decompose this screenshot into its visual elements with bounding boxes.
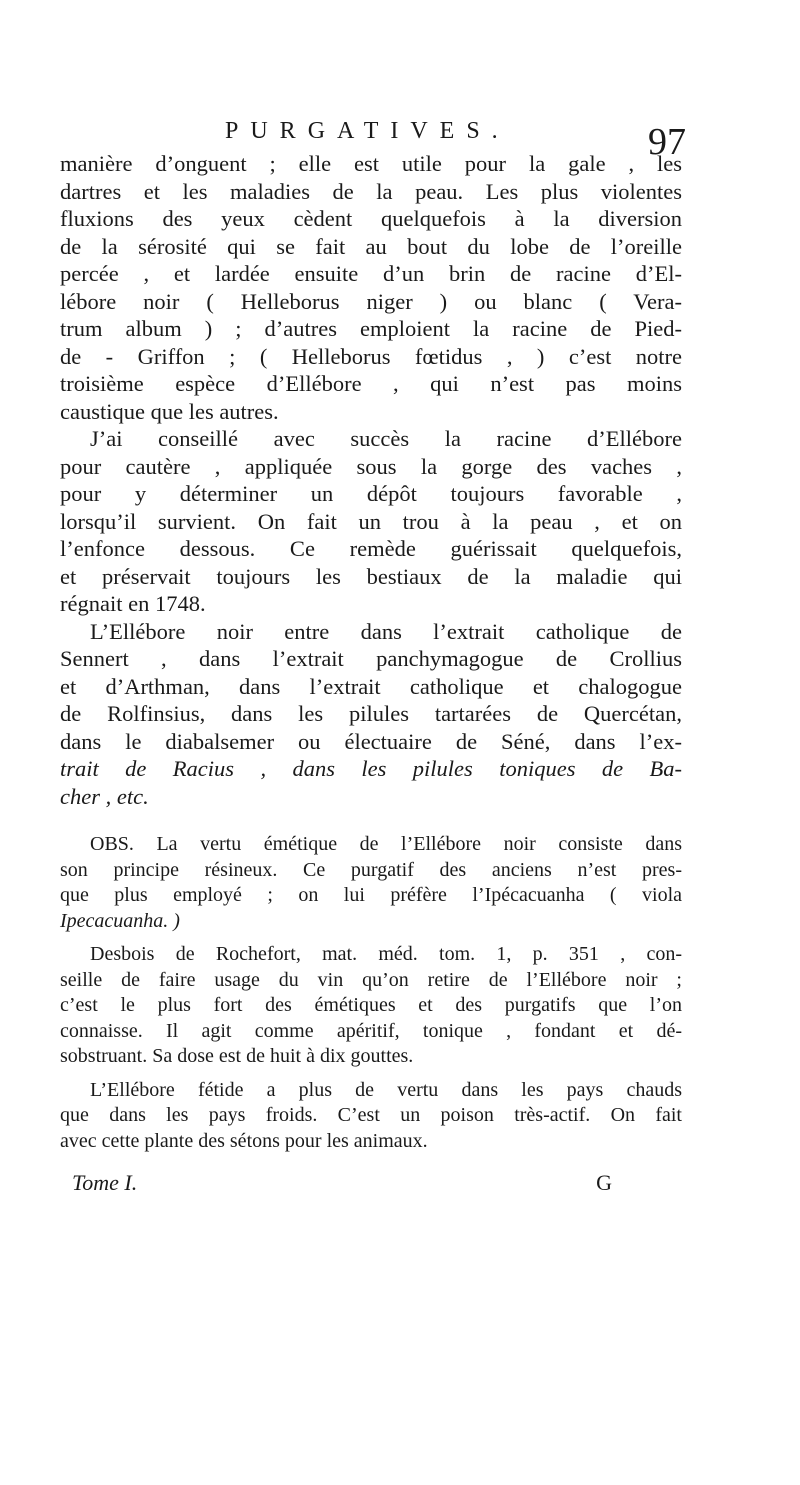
text-line: pour cautère , appliquée sous la gorge des vaches , (60, 453, 682, 479)
body-text (60, 150, 682, 1154)
paragraph-observation (60, 832, 682, 934)
page-number: 97 (648, 121, 686, 163)
text-line: que plus employé ; on lui préfère l’Ipécacuanha ( viola (60, 884, 682, 906)
running-title: PURGATIVES. (225, 118, 510, 144)
text-line: de la sérosité qui se fait au bout du lobe de l’oreille (60, 233, 682, 259)
text-line: connaisse. Il agit comme apéritif, tonique , fondant et dé- (60, 1019, 682, 1042)
text-line: trait de Racius , dans les pilules toniques de Ba- (60, 756, 682, 781)
text-line: dartres et les maladies de la peau. Les plus violentes (60, 178, 682, 204)
text-line: seille de faire usage du vin qu’on retire de l’Ellébore noir ; (60, 968, 682, 991)
text-line: que dans les pays froids. C’est un poison très-actif. On fait (60, 1104, 682, 1126)
text-line: Desbois de Rochefort, mat. méd. tom. 1, p. 351 , con- (90, 943, 682, 965)
text-line: lébore noir ( Helleborus niger ) ou blanc ( Vera- (60, 288, 682, 314)
text-line: lorsqu’il survient. On fait un trou à la peau , et on (60, 508, 682, 534)
page-footer (72, 1170, 612, 1196)
paragraph-desbois (60, 942, 682, 1070)
paragraph-extraits (60, 618, 682, 811)
text-line: c’est le plus fort des émétiques et des purgatifs que l’on (60, 994, 682, 1016)
text-line: dans le diabalsemer ou électuaire de Séné, dans l’ex- (60, 728, 682, 754)
text-line: sobstruant. Sa dose est de huit à dix gouttes. (60, 1045, 414, 1067)
text-line: Ipecacuanha. ) (60, 909, 180, 932)
text-line: manière d’onguent ; elle est utile pour la gale , les (60, 151, 682, 176)
text-line: L’Ellébore noir entre dans l’extrait catholique de (90, 618, 682, 644)
text-line: J’ai conseillé avec succès la racine d’Ellébore (90, 426, 682, 451)
text-line: avec cette plante des sétons pour les animaux. (60, 1129, 428, 1152)
text-line: son principe résineux. Ce purgatif des anciens n’est pres- (60, 858, 682, 881)
paragraph-cautere (60, 425, 682, 618)
text-line: fluxions des yeux cèdent quelquefois à la diversion (60, 206, 682, 231)
text-line: L’Ellébore fétide a plus de vertu dans les pays chauds (90, 1078, 682, 1101)
text-line: troisième espèce d’Ellébore , qui n’est pas moins (60, 371, 682, 396)
text-line: de Rolfinsius, dans les pilules tartarées de Quercétan, (60, 701, 682, 726)
text-line: percée , et lardée ensuite d’un brin de racine d’El- (60, 261, 682, 286)
signature-mark: G (596, 1170, 612, 1195)
text-line: de - Griffon ; ( Helleborus fœtidus , ) c’est notre (60, 343, 682, 369)
text-line: caustique que les autres. (60, 398, 279, 424)
paragraph-fetide (60, 1078, 682, 1155)
text-line: et préservait toujours les bestiaux de la maladie qui (60, 563, 682, 589)
text-line: trum album ) ; d’autres emploient la racine de Pied- (60, 316, 682, 341)
text-line: pour y déterminer un dépôt toujours favorable , (60, 481, 682, 506)
text-line: Sennert , dans l’extrait panchymagogue de Crollius (60, 646, 682, 671)
volume-label: Tome I. (72, 1170, 138, 1195)
text-line: cher , etc. (60, 783, 149, 809)
text-line: OBS. La vertu émétique de l’Ellébore noir consiste dans (90, 833, 682, 855)
text-line: et d’Arthman, dans l’extrait catholique et chalogogue (60, 673, 682, 699)
paragraph-onguent (60, 150, 682, 425)
text-line: l’enfonce dessous. Ce remède guérissait quelquefois, (60, 536, 682, 561)
text-line: régnait en 1748. (60, 591, 206, 616)
